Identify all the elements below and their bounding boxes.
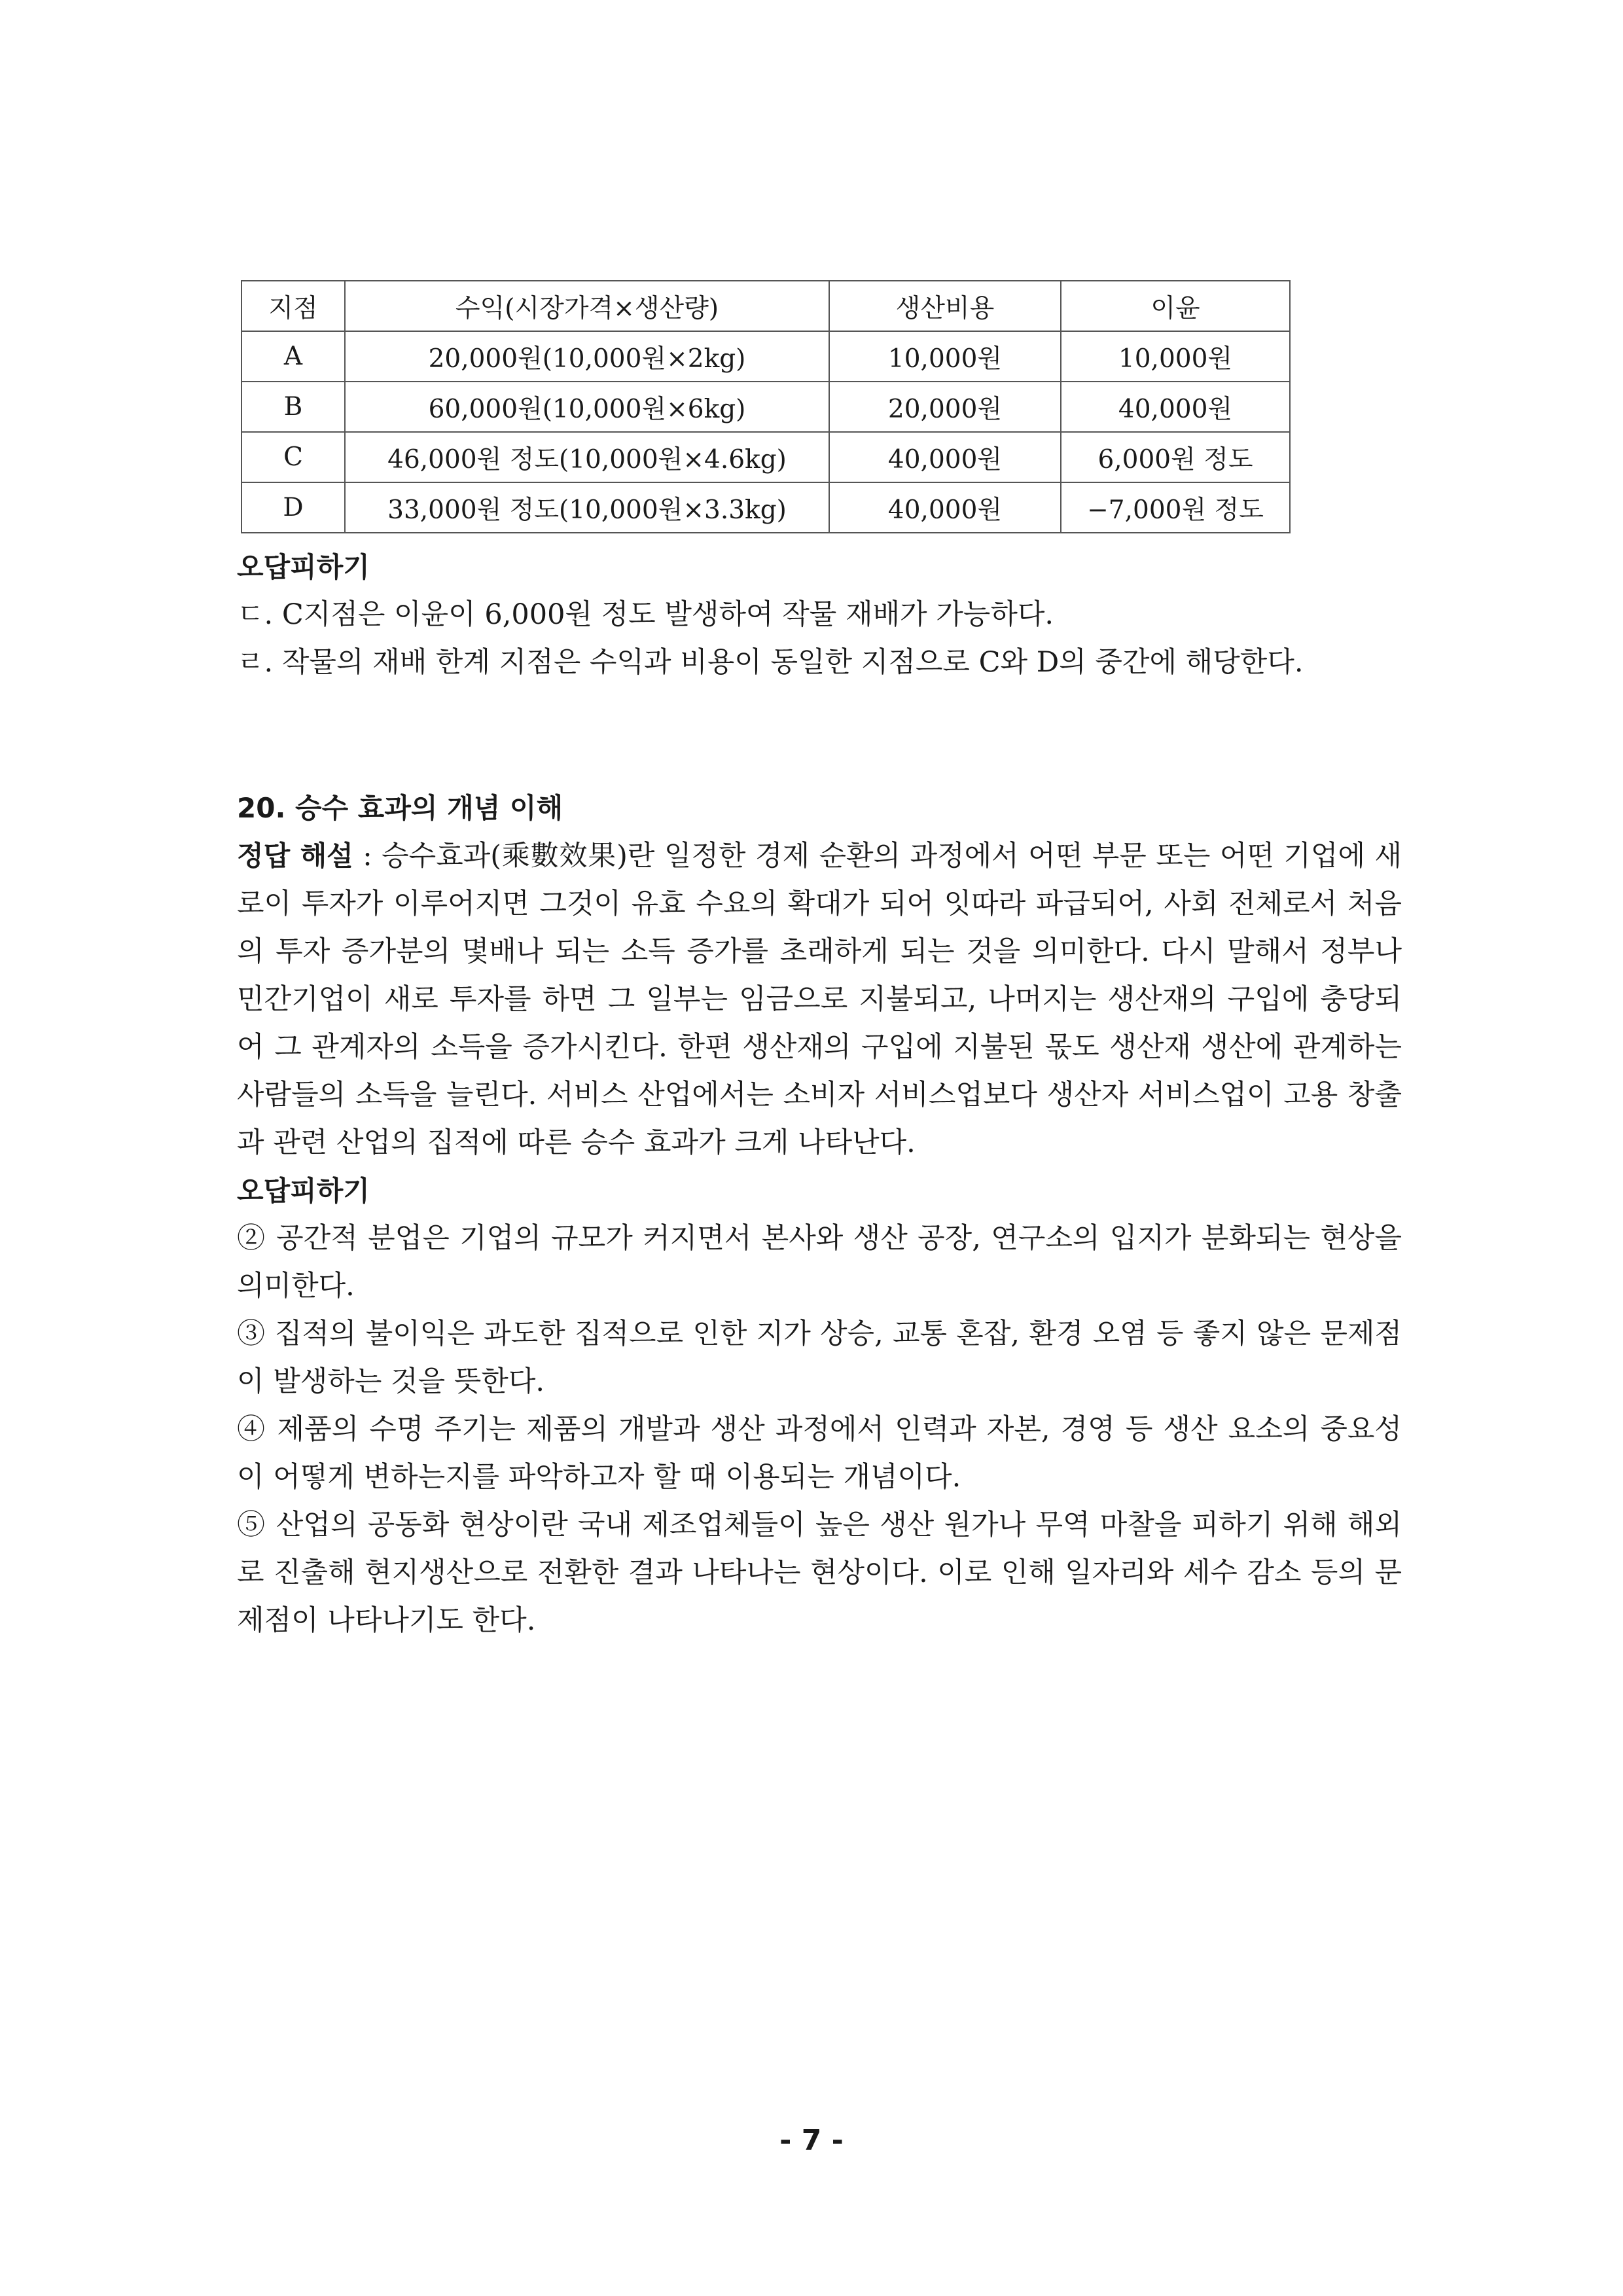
answer-label: 정답 해설: [237, 840, 353, 872]
table-cell-profit: 10,000원: [1061, 331, 1290, 382]
explanation-item: ④ 제품의 수명 주기는 제품의 개발과 생산 과정에서 인력과 자본, 경영 등 생산 요소의 중요성이 어떻게 변하는지를 파악하고자 할 때 이용되는 개념이다.: [237, 1413, 1402, 1494]
answer-explanation: [237, 832, 1402, 1167]
section-heading: 오답피하기: [237, 551, 370, 583]
table-header-cell: 수익(시장가격×생산량): [345, 281, 829, 331]
explanation-item: ③ 집적의 불이익은 과도한 집적으로 인한 지가 상승, 교통 혼잡, 환경 오염 등 좋지 않은 문제점이 발생하는 것을 뜻한다.: [237, 1318, 1402, 1398]
explanation-item: ㄹ. 작물의 재배 한계 지점은 수익과 비용이 동일한 지점으로 C와 D의 중간에 해당한다.: [237, 646, 1304, 679]
table-row: [241, 482, 1290, 533]
table-row: [241, 382, 1290, 432]
section-heading: 오답피하기: [237, 1175, 370, 1207]
table-header-row: [241, 281, 1290, 331]
table-cell-point: B: [241, 382, 345, 432]
table-cell-revenue: 60,000원(10,000원×6kg): [345, 382, 829, 432]
table-cell-revenue: 46,000원 정도(10,000원×4.6kg): [345, 432, 829, 482]
question-20: [237, 784, 1402, 1645]
table-cell-point: A: [241, 331, 345, 382]
table-header-cell: 생산비용: [829, 281, 1061, 331]
table-row: [241, 331, 1290, 382]
question-title: 20. 승수 효과의 개념 이해: [237, 792, 563, 824]
table-cell-cost: 40,000원: [829, 482, 1061, 533]
table-cell-revenue: 33,000원 정도(10,000원×3.3kg): [345, 482, 829, 533]
page-number: - 7 -: [779, 2124, 844, 2157]
answer-text: : 승수효과(乘數效果)란 일정한 경제 순환의 과정에서 어떤 부문 또는 어떤 기업에 새로이 투자가 이루어지면 그것이 유효 수요의 확대가 되어 잇따라 파급되어, 사회 전체로서 처음의 투자 증가분의 몇배나 되는 소득 증가를 초래하게 되는 것을 의미한다. 다시 말해서 정부나 민간기업이 새로 투자를 하면 그 일부는 임금으로 지불되고, 나머지는 생산재의 구입에 충당되어 그 관계자의 소득을 증가시킨다. 한편 생산재의 구입에 지불된 몫도 생산재 생산에 관계하는 사람들의 소득을 늘린다. 서비스 산업에서는 소비자 서비스업보다 생산자 서비스업이 고용 창출과 관련 산업의 집적에 따른 승수 효과가 크게 나타난다.: [237, 840, 1402, 1159]
table-cell-cost: 40,000원: [829, 432, 1061, 482]
table-cell-point: D: [241, 482, 345, 533]
table-row: [241, 432, 1290, 482]
table-cell-revenue: 20,000원(10,000원×2kg): [345, 331, 829, 382]
table-cell-cost: 10,000원: [829, 331, 1061, 382]
explanation-item: ㄷ. C지점은 이윤이 6,000원 정도 발생하여 작물 재배가 가능하다.: [237, 598, 1054, 631]
table-cell-profit: 40,000원: [1061, 382, 1290, 432]
explanation-item: ② 공간적 분업은 기업의 규모가 커지면서 본사와 생산 공장, 연구소의 입지가 분화되는 현상을 의미한다.: [237, 1222, 1402, 1302]
table-header-cell: 지점: [241, 281, 345, 331]
explanation-item: ⑤ 산업의 공동화 현상이란 국내 제조업체들이 높은 생산 원가나 무역 마찰을 피하기 위해 해외로 진출해 현지생산으로 전환한 결과 나타나는 현상이다. 이로 인해 일자리와 세수 감소 등의 문제점이 나타나기도 한다.: [237, 1509, 1402, 1637]
table-cell-profit: 6,000원 정도: [1061, 432, 1290, 482]
section-wrong-answers-prev: [237, 543, 1402, 687]
table-cell-point: C: [241, 432, 345, 482]
table-cell-profit: −7,000원 정도: [1061, 482, 1290, 533]
table-cell-cost: 20,000원: [829, 382, 1061, 432]
profit-table: [241, 280, 1291, 533]
table-header-cell: 이윤: [1061, 281, 1290, 331]
